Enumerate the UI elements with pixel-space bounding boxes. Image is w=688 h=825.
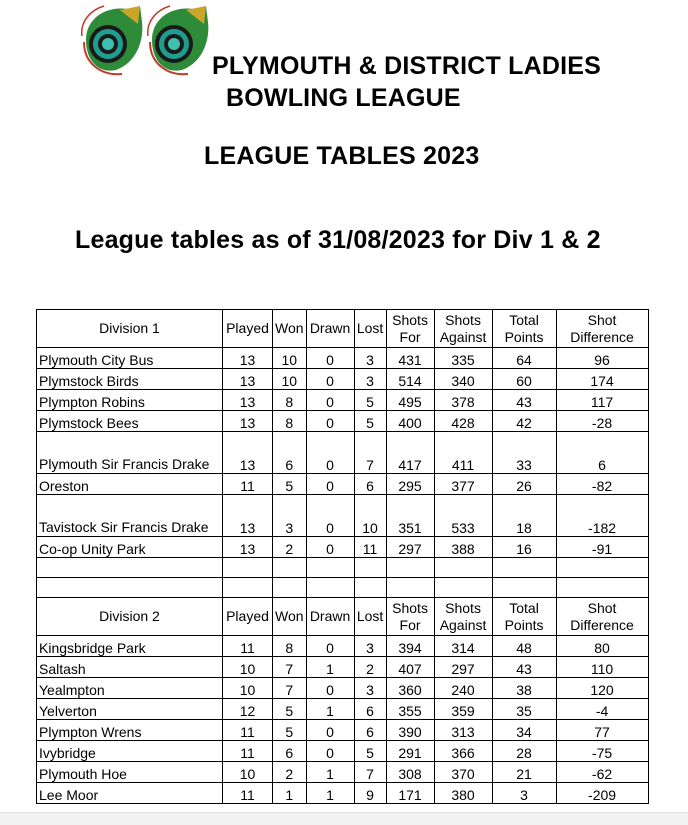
team-name: Plymouth Sir Francis Drake — [37, 432, 223, 474]
cell-lost: 7 — [354, 432, 386, 474]
cell-against: 411 — [434, 432, 492, 474]
cell-drawn: 0 — [306, 495, 354, 537]
cell-points: 21 — [492, 762, 556, 783]
team-name: Plymouth City Bus — [37, 348, 223, 369]
blank-cell — [223, 578, 273, 598]
col-shot-difference-line2: Difference — [570, 328, 634, 345]
col-shot-difference — [556, 598, 648, 636]
col-lost — [354, 598, 386, 636]
cell-drawn: 0 — [306, 678, 354, 699]
table-row — [37, 369, 649, 390]
cell-won: 5 — [273, 699, 307, 720]
cell-played: 13 — [223, 537, 273, 558]
cell-for: 390 — [386, 720, 434, 741]
cell-won: 1 — [273, 783, 307, 804]
cell-against: 366 — [434, 741, 492, 762]
cell-against: 240 — [434, 678, 492, 699]
cell-drawn: 1 — [306, 699, 354, 720]
col-won-line1: Won — [275, 320, 304, 336]
cell-for: 417 — [386, 432, 434, 474]
bottom-scroll-strip — [0, 812, 688, 825]
cell-won: 5 — [273, 474, 307, 495]
blank-row — [37, 558, 649, 578]
cell-won: 6 — [273, 432, 307, 474]
blank-cell — [37, 558, 223, 578]
team-name: Lee Moor — [37, 783, 223, 804]
cell-played: 10 — [223, 678, 273, 699]
col-shots-against-line1: Shots — [445, 599, 481, 616]
blank-cell — [386, 578, 434, 598]
blank-cell — [306, 578, 354, 598]
cell-drawn: 0 — [306, 741, 354, 762]
cell-won: 8 — [273, 411, 307, 432]
bowls-logo-icon — [146, 2, 212, 78]
cell-drawn: 0 — [306, 411, 354, 432]
col-shots-for — [386, 310, 434, 348]
cell-points: 3 — [492, 783, 556, 804]
blank-cell — [273, 578, 307, 598]
table-row — [37, 537, 649, 558]
cell-played: 13 — [223, 348, 273, 369]
team-name: Tavistock Sir Francis Drake — [37, 495, 223, 537]
col-total-points-line2: Points — [504, 328, 544, 345]
cell-lost: 5 — [354, 411, 386, 432]
col-won — [273, 310, 307, 348]
cell-for: 495 — [386, 390, 434, 411]
cell-lost: 3 — [354, 636, 386, 657]
cell-played: 10 — [223, 657, 273, 678]
blank-cell — [386, 558, 434, 578]
cell-points: 18 — [492, 495, 556, 537]
table-row — [37, 657, 649, 678]
cell-played: 13 — [223, 432, 273, 474]
cell-won: 10 — [273, 369, 307, 390]
table-header-row — [37, 598, 649, 636]
cell-against: 533 — [434, 495, 492, 537]
cell-for: 351 — [386, 495, 434, 537]
cell-played: 11 — [223, 474, 273, 495]
bowls-logo-icon — [80, 2, 146, 78]
cell-points: 34 — [492, 720, 556, 741]
cell-points: 28 — [492, 741, 556, 762]
col-shots-for-line1: Shots — [392, 311, 428, 328]
cell-points: 64 — [492, 348, 556, 369]
cell-diff: 77 — [556, 720, 648, 741]
col-shots-for-line2: For — [399, 328, 421, 345]
table-row — [37, 741, 649, 762]
cell-won: 10 — [273, 348, 307, 369]
col-total-points — [492, 598, 556, 636]
page-subtitle: LEAGUE TABLES 2023 — [204, 142, 480, 170]
cell-played: 11 — [223, 636, 273, 657]
cell-played: 12 — [223, 699, 273, 720]
blank-cell — [354, 578, 386, 598]
cell-won: 8 — [273, 636, 307, 657]
cell-won: 7 — [273, 657, 307, 678]
cell-won: 7 — [273, 678, 307, 699]
table-header-row — [37, 310, 649, 348]
cell-lost: 3 — [354, 348, 386, 369]
cell-won: 2 — [273, 537, 307, 558]
cell-diff: -82 — [556, 474, 648, 495]
team-name: Plymstock Bees — [37, 411, 223, 432]
team-name: Kingsbridge Park — [37, 636, 223, 657]
col-shots-against — [434, 310, 492, 348]
title-line-1: PLYMOUTH & DISTRICT LADIES — [212, 52, 602, 80]
cell-played: 13 — [223, 495, 273, 537]
col-lost — [354, 310, 386, 348]
cell-drawn: 1 — [306, 783, 354, 804]
cell-against: 297 — [434, 657, 492, 678]
table-row — [37, 678, 649, 699]
cell-diff: -28 — [556, 411, 648, 432]
cell-drawn: 0 — [306, 636, 354, 657]
team-name: Plymstock Birds — [37, 369, 223, 390]
cell-for: 394 — [386, 636, 434, 657]
cell-diff: 120 — [556, 678, 648, 699]
cell-against: 335 — [434, 348, 492, 369]
col-lost-line1: Lost — [356, 608, 384, 624]
team-name: Co-op Unity Park — [37, 537, 223, 558]
cell-for: 431 — [386, 348, 434, 369]
cell-diff: 174 — [556, 369, 648, 390]
col-total-points-line2: Points — [504, 616, 544, 633]
col-shot-difference — [556, 310, 648, 348]
cell-drawn: 1 — [306, 657, 354, 678]
table-row — [37, 636, 649, 657]
league-table-body — [37, 310, 649, 804]
cell-lost: 5 — [354, 390, 386, 411]
col-shots-against-line2: Against — [439, 616, 487, 633]
cell-played: 13 — [223, 411, 273, 432]
blank-row — [37, 578, 649, 598]
cell-won: 8 — [273, 390, 307, 411]
blank-cell — [556, 578, 648, 598]
col-played — [223, 598, 273, 636]
cell-against: 377 — [434, 474, 492, 495]
cell-for: 291 — [386, 741, 434, 762]
blank-cell — [492, 558, 556, 578]
cell-lost: 3 — [354, 369, 386, 390]
col-won — [273, 598, 307, 636]
cell-lost: 10 — [354, 495, 386, 537]
table-row — [37, 474, 649, 495]
division-name: Division 1 — [37, 310, 223, 348]
cell-diff: 117 — [556, 390, 648, 411]
cell-drawn: 0 — [306, 720, 354, 741]
cell-for: 355 — [386, 699, 434, 720]
col-played-line1: Played — [226, 608, 269, 624]
team-name: Plympton Robins — [37, 390, 223, 411]
cell-against: 359 — [434, 699, 492, 720]
blank-cell — [556, 558, 648, 578]
cell-won: 3 — [273, 495, 307, 537]
cell-lost: 6 — [354, 720, 386, 741]
cell-lost: 9 — [354, 783, 386, 804]
blank-cell — [354, 558, 386, 578]
cell-against: 378 — [434, 390, 492, 411]
cell-against: 340 — [434, 369, 492, 390]
cell-against: 388 — [434, 537, 492, 558]
col-shots-for — [386, 598, 434, 636]
team-name: Yealmpton — [37, 678, 223, 699]
blank-cell — [273, 558, 307, 578]
cell-played: 13 — [223, 369, 273, 390]
team-name: Yelverton — [37, 699, 223, 720]
table-row — [37, 699, 649, 720]
table-row — [37, 762, 649, 783]
cell-points: 33 — [492, 432, 556, 474]
cell-lost: 6 — [354, 699, 386, 720]
cell-lost: 11 — [354, 537, 386, 558]
cell-against: 380 — [434, 783, 492, 804]
cell-drawn: 0 — [306, 474, 354, 495]
col-drawn — [306, 310, 354, 348]
cell-drawn: 1 — [306, 762, 354, 783]
cell-played: 10 — [223, 762, 273, 783]
table-row — [37, 783, 649, 804]
cell-points: 42 — [492, 411, 556, 432]
cell-played: 13 — [223, 390, 273, 411]
cell-diff: 6 — [556, 432, 648, 474]
cell-diff: -182 — [556, 495, 648, 537]
cell-won: 6 — [273, 741, 307, 762]
team-name: Plympton Wrens — [37, 720, 223, 741]
blank-cell — [492, 578, 556, 598]
cell-for: 171 — [386, 783, 434, 804]
blank-cell — [223, 558, 273, 578]
cell-points: 43 — [492, 657, 556, 678]
table-row — [37, 390, 649, 411]
cell-diff: -4 — [556, 699, 648, 720]
division-name: Division 2 — [37, 598, 223, 636]
cell-won: 2 — [273, 762, 307, 783]
col-shots-for-line2: For — [399, 616, 421, 633]
cell-lost: 3 — [354, 678, 386, 699]
cell-lost: 5 — [354, 741, 386, 762]
cell-points: 38 — [492, 678, 556, 699]
cell-against: 370 — [434, 762, 492, 783]
cell-points: 26 — [492, 474, 556, 495]
cell-diff: -75 — [556, 741, 648, 762]
cell-diff: -62 — [556, 762, 648, 783]
col-drawn — [306, 598, 354, 636]
league-logos — [80, 2, 220, 80]
cell-for: 407 — [386, 657, 434, 678]
cell-drawn: 0 — [306, 432, 354, 474]
cell-points: 48 — [492, 636, 556, 657]
table-row — [37, 348, 649, 369]
as-of-heading: League tables as of 31/08/2023 for Div 1 & 2 — [75, 226, 601, 254]
cell-diff: -91 — [556, 537, 648, 558]
cell-for: 400 — [386, 411, 434, 432]
team-name: Ivybridge — [37, 741, 223, 762]
col-shots-against — [434, 598, 492, 636]
cell-for: 360 — [386, 678, 434, 699]
cell-drawn: 0 — [306, 390, 354, 411]
cell-for: 297 — [386, 537, 434, 558]
cell-played: 11 — [223, 720, 273, 741]
col-played-line1: Played — [226, 320, 269, 336]
cell-points: 16 — [492, 537, 556, 558]
cell-diff: -209 — [556, 783, 648, 804]
cell-lost: 6 — [354, 474, 386, 495]
col-shot-difference-line2: Difference — [570, 616, 634, 633]
table-row — [37, 411, 649, 432]
col-drawn-line1: Drawn — [309, 320, 351, 336]
cell-points: 35 — [492, 699, 556, 720]
cell-points: 60 — [492, 369, 556, 390]
team-name: Oreston — [37, 474, 223, 495]
cell-for: 295 — [386, 474, 434, 495]
table-row — [37, 432, 649, 474]
cell-drawn: 0 — [306, 537, 354, 558]
cell-played: 11 — [223, 783, 273, 804]
blank-cell — [434, 558, 492, 578]
col-shots-against-line1: Shots — [445, 311, 481, 328]
col-shots-for-line1: Shots — [392, 599, 428, 616]
col-won-line1: Won — [275, 608, 304, 624]
blank-cell — [306, 558, 354, 578]
cell-for: 514 — [386, 369, 434, 390]
cell-lost: 2 — [354, 657, 386, 678]
col-shot-difference-line1: Shot — [587, 599, 617, 616]
table-row — [37, 495, 649, 537]
cell-against: 314 — [434, 636, 492, 657]
col-total-points-line1: Total — [509, 599, 539, 616]
cell-points: 43 — [492, 390, 556, 411]
col-shot-difference-line1: Shot — [587, 311, 617, 328]
team-name: Saltash — [37, 657, 223, 678]
col-drawn-line1: Drawn — [309, 608, 351, 624]
blank-cell — [37, 578, 223, 598]
cell-for: 308 — [386, 762, 434, 783]
cell-won: 5 — [273, 720, 307, 741]
cell-against: 313 — [434, 720, 492, 741]
cell-diff: 80 — [556, 636, 648, 657]
cell-drawn: 0 — [306, 369, 354, 390]
cell-diff: 96 — [556, 348, 648, 369]
col-lost-line1: Lost — [356, 320, 384, 336]
league-table — [36, 309, 649, 804]
title-line-2: BOWLING LEAGUE — [226, 84, 461, 112]
col-played — [223, 310, 273, 348]
col-total-points — [492, 310, 556, 348]
team-name: Plymouth Hoe — [37, 762, 223, 783]
cell-drawn: 0 — [306, 348, 354, 369]
col-shots-against-line2: Against — [439, 328, 487, 345]
cell-diff: 110 — [556, 657, 648, 678]
blank-cell — [434, 578, 492, 598]
table-row — [37, 720, 649, 741]
cell-lost: 7 — [354, 762, 386, 783]
cell-played: 11 — [223, 741, 273, 762]
col-total-points-line1: Total — [509, 311, 539, 328]
cell-against: 428 — [434, 411, 492, 432]
